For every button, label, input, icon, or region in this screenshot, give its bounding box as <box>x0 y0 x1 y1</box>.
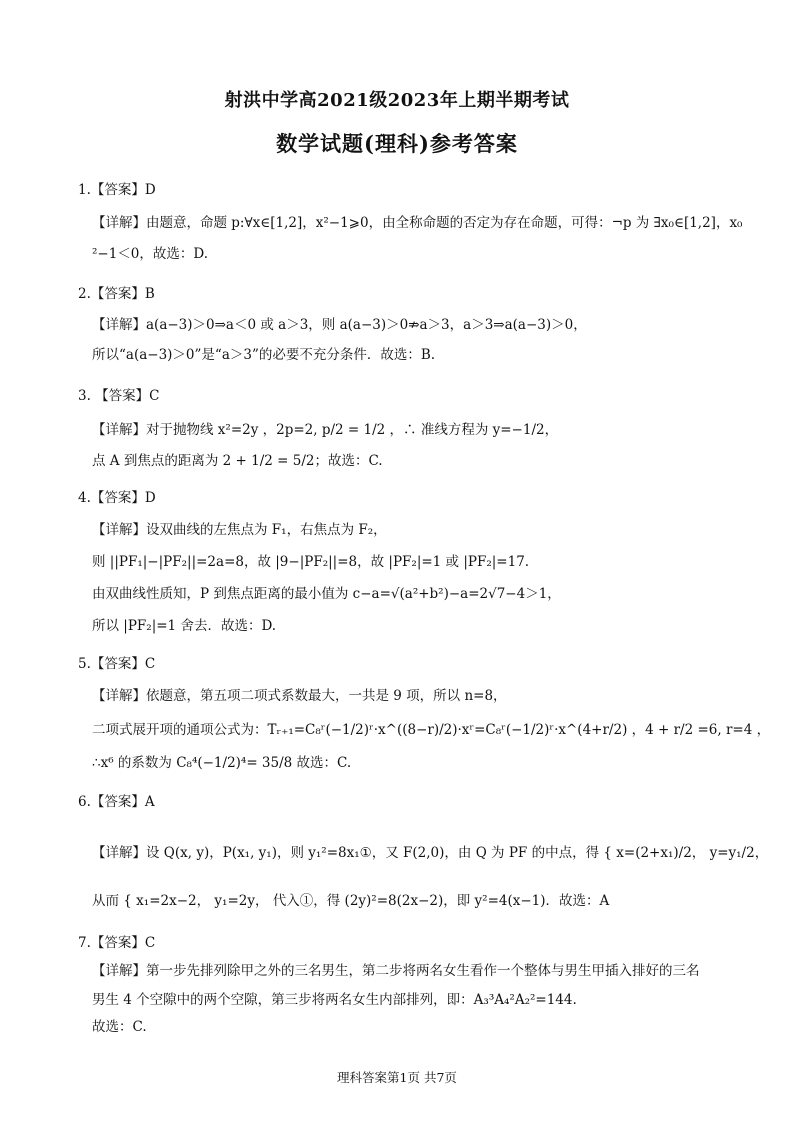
explanation-5-line-1: 【详解】依题意，第五项二项式系数最大，一共是 9 项，所以 n=8， <box>92 688 507 704</box>
explanation-7-line-1: 【详解】第一步先排列除甲之外的三名男生，第二步将两名女生看作一个整体与男生甲插入排好的三名 <box>92 963 700 979</box>
explanation-4-line-1: 【详解】设双曲线的左焦点为 F₁，右焦点为 F₂， <box>92 522 387 538</box>
explanation-1-line-1: 【详解】由题意，命题 p:∀x∈[1,2]，x²−1⩾0，由全称命题的否定为存在命题，可得：¬p 为 ∃x₀∈[1,2]，x₀ <box>92 215 743 231</box>
explanation-3-line-1: 【详解】对于抛物线 x²=2y ，2p=2, p/2 = 1/2 ，∴ 准线方程为 y=−1/2， <box>92 422 559 438</box>
answer-6: 6.【答案】A <box>78 794 155 810</box>
explanation-4-line-3: 由双曲线性质知，P 到焦点距离的最小值为 c−a=√(a²+b²)−a=2√7−4＞1， <box>92 586 561 602</box>
explanation-4-line-2: 则 ||PF₁|−|PF₂||=2a=8，故 |9−|PF₂||=8，故 |PF₂|=1 或 |PF₂|=17. <box>92 554 530 570</box>
explanation-5-line-3: ∴x⁶ 的系数为 C₈⁴(−1/2)⁴= 35/8 故选：C. <box>92 755 352 771</box>
explanation-7-line-2: 男生 4 个空隙中的两个空隙，第三步将两名女生内部排列，即：A₃³A₄²A₂²=144. <box>92 992 577 1008</box>
explanation-6-line-1: 【详解】设 Q(x, y)，P(x₁, y₁)，则 y₁²=8x₁①，又 F(2,0)，由 Q 为 PF 的中点，得 { x=(2+x₁)/2， y=y₁/2， <box>92 845 769 861</box>
explanation-2-line-1: 【详解】a(a−3)＞0⇒a＜0 或 a＞3，则 a(a−3)＞0⇏a＞3，a＞3⇒a(a−3)＞0， <box>92 317 587 333</box>
answer-2: 2.【答案】B <box>78 286 155 302</box>
explanation-5-line-2: 二项式展开项的通项公式为：Tᵣ₊₁=C₈ʳ(−1/2)ʳ·x^((8−r)/2)·xʳ=C₈ʳ(−1/2)ʳ·x^(4+r/2) ，4 + r/2 =6, r=4 ， <box>92 722 771 738</box>
explanation-7-line-3: 故选：C. <box>92 1019 147 1035</box>
explanation-2-line-2: 所以“a(a−3)＞0”是“a＞3”的必要不充分条件．故选：B. <box>92 347 436 363</box>
answer-1: 1.【答案】D <box>78 182 156 198</box>
explanation-6-line-2: 从而 { x₁=2x−2， y₁=2y， 代入①，得 (2y)²=8(2x−2)，即 y²=4(x−1)．故选：A <box>92 893 610 909</box>
answer-7: 7.【答案】C <box>78 935 156 951</box>
answer-4: 4.【答案】D <box>78 490 156 506</box>
answer-key-title: 数学试题(理科)参考答案 <box>276 131 518 156</box>
explanation-4-line-4: 所以 |PF₂|=1 舍去．故选：D. <box>92 618 277 634</box>
answer-3: 3. 【答案】C <box>78 388 160 404</box>
page-footer: 理科答案第1页 共7页 <box>337 1070 457 1085</box>
explanation-1-line-2: ²−1＜0，故选：D. <box>92 246 209 262</box>
explanation-3-line-2: 点 A 到焦点的距离为 2 + 1/2 = 5/2；故选：C. <box>92 453 383 469</box>
exam-title: 射洪中学高2021级2023年上期半期考试 <box>224 90 570 111</box>
answer-5: 5.【答案】C <box>78 656 156 672</box>
